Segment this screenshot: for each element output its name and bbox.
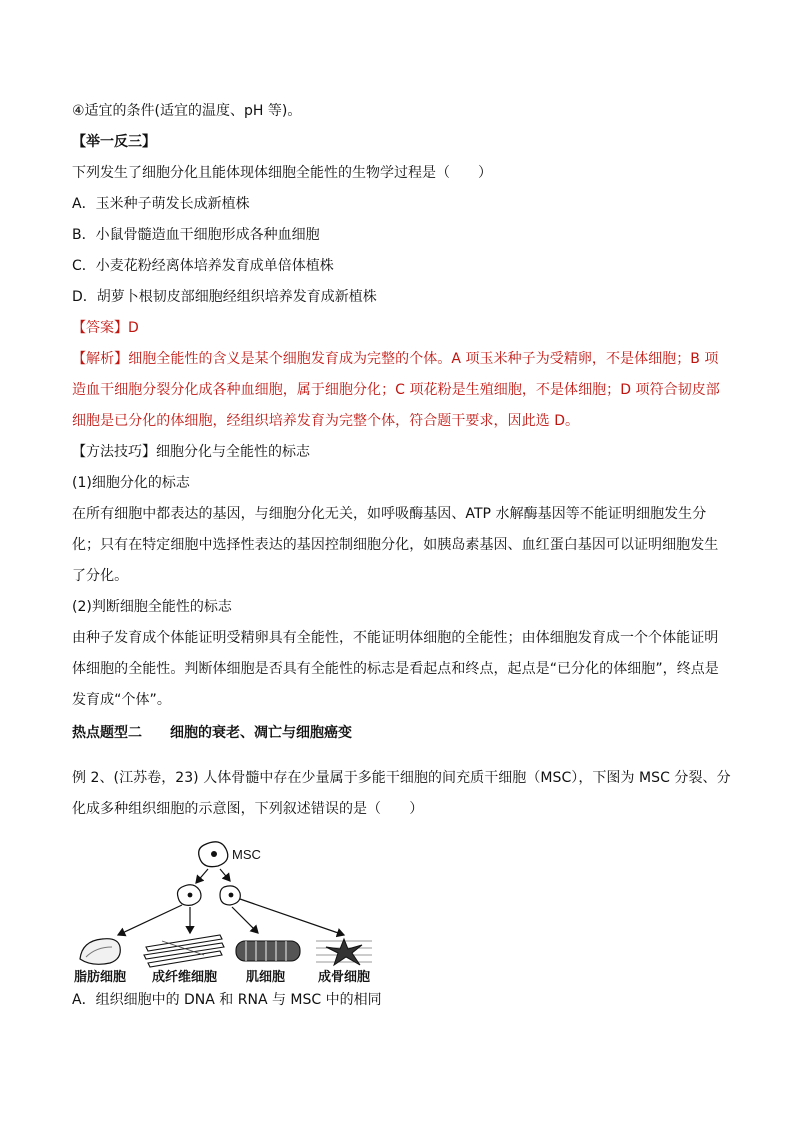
arrow-to-adipocyte [118, 905, 182, 935]
daughter-cell-icon [178, 885, 202, 906]
arrow-to-osteoblast [240, 899, 344, 935]
osteoblast-icon [316, 939, 372, 965]
option-a: A．玉米种子萌发长成新植株 [72, 196, 250, 212]
muscle-cell-icon [236, 941, 300, 961]
arrow-to-muscle [232, 907, 258, 933]
option-b: B．小鼠骨髓造血干细胞形成各种血细胞 [72, 227, 320, 243]
example-question: 例 2、(江苏卷，23) 人体骨髓中存在少量属于多能干细胞的间充质干细胞（MSC），下图为 MSC 分裂、分化成多种组织细胞的示意图，下列叙述错误的是（ ） [72, 770, 731, 817]
section-heading-extension: 【举一反三】 [72, 134, 156, 150]
division-arrow-left [196, 869, 208, 883]
option-c: C．小麦花粉经离体培养发育成单倍体植株 [72, 258, 334, 274]
option-d: D．胡萝卜根韧皮部细胞经组织培养发育成新植株 [72, 289, 377, 305]
msc-cell-icon [199, 842, 228, 867]
hot-topic-title: 细胞的衰老、凋亡与细胞癌变 [170, 725, 352, 741]
msc-diagram [72, 835, 392, 985]
condition-line: ④适宜的条件(适宜的温度、pH 等)。 [72, 103, 302, 119]
hot-topic-heading [72, 718, 732, 749]
fibroblast-icon [144, 935, 224, 967]
msc-label: MSC [232, 847, 261, 862]
question-stem: 下列发生了细胞分化且能体现体细胞全能性的生物学过程是（ ） [72, 165, 492, 181]
document-body [72, 96, 732, 1016]
totipotency-paragraph: 由种子发育成个体能证明受精卵具有全能性，不能证明体细胞的全能性；由体细胞发育成一个个体能证明体细胞的全能性。判断体细胞是否具有全能性的标志是看起点和终点，起点是“已分化的体细胞”，终点是发育成“个体”。 [72, 630, 719, 708]
daughter-cell-icon [220, 886, 240, 905]
division-arrow-right [220, 869, 230, 881]
option-a-example: A．组织细胞中的 DNA 和 RNA 与 MSC 中的相同 [72, 992, 382, 1008]
subheading-totipotency: (2)判断细胞全能性的标志 [72, 599, 232, 615]
label-muscle-cell: 肌细胞 [246, 970, 286, 985]
label-fibroblast: 成纤维细胞 [152, 970, 218, 985]
method-heading: 【方法技巧】细胞分化与全能性的标志 [72, 444, 310, 460]
hot-topic-label: 热点题型二 [72, 725, 142, 741]
label-osteoblast: 成骨细胞 [318, 970, 371, 985]
analysis-paragraph: 【解析】细胞全能性的含义是某个细胞发育成为完整的个体。A 项玉米种子为受精卵，不是体细胞；B 项造血干细胞分裂分化成各种血细胞，属于细胞分化；C 项花粉是生殖细胞，不是体细胞；D 项符合韧皮部细胞是已分化的体细胞，经组织培养发育为完整个体，符合题干要求，因此选 D。 [72, 351, 720, 429]
subheading-differentiation: (1)细胞分化的标志 [72, 475, 190, 491]
msc-differentiation-figure [72, 835, 392, 985]
answer-line: 【答案】D [72, 320, 139, 336]
label-adipocyte: 脂肪细胞 [74, 970, 127, 985]
differentiation-paragraph: 在所有细胞中都表达的基因，与细胞分化无关，如呼吸酶基因、ATP 水解酶基因等不能证明细胞发生分化；只有在特定细胞中选择性表达的基因控制细胞分化，如胰岛素基因、血红蛋白基因可以证明细胞发生了分化。 [72, 506, 719, 584]
adipocyte-icon [80, 939, 120, 965]
